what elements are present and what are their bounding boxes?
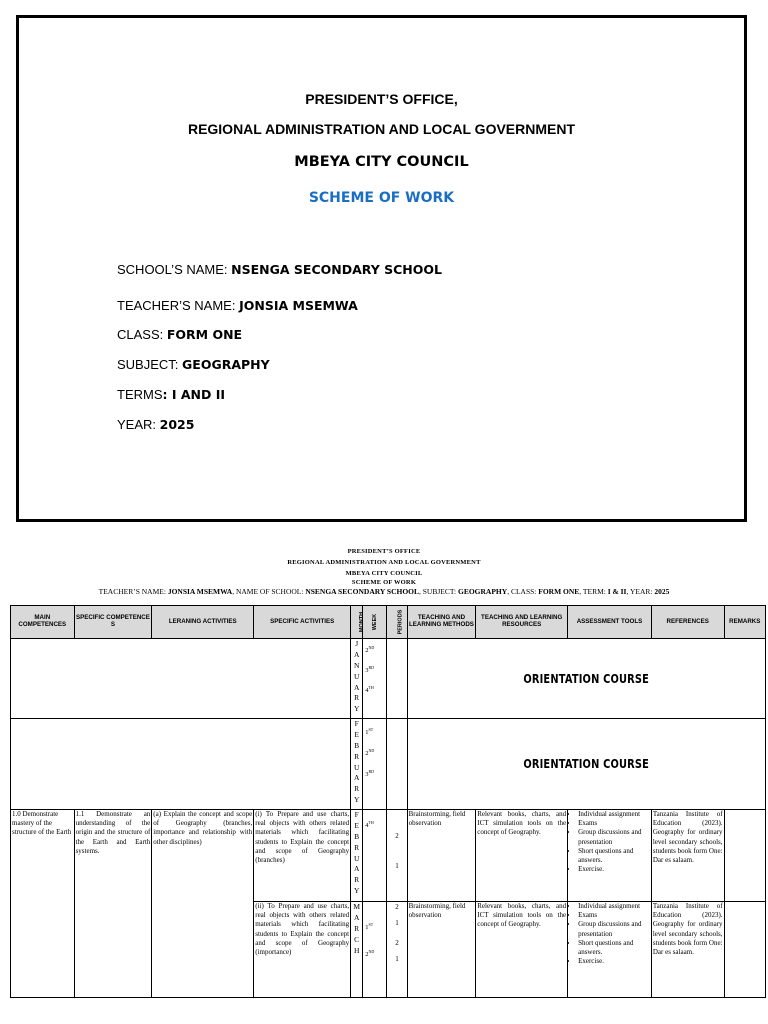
cover-title-region: REGIONAL ADMINISTRATION AND LOCAL GOVERNMENT (187, 121, 576, 137)
term-prefix: , TERM: (579, 587, 608, 596)
subject-value: GEOGRAPHY (458, 587, 508, 596)
header-week-label: WEEK (371, 613, 378, 630)
methods-cell: Brainstorming, field observation (407, 902, 476, 998)
week-cell (363, 639, 387, 719)
specific-activity-cell: (ii) To Prepare and use charts, real objects with others related materials which facilitating students to Explain the concept and scope of Geography (importance) (254, 902, 351, 998)
list-item: • Exams (578, 819, 650, 828)
scheme-of-work-table (10, 605, 766, 998)
week-suffix: TH (368, 685, 374, 691)
header-specific-activities: SPECIFIC ACTIVITIES (254, 606, 351, 639)
learning-activity-cell: (a) Explain the concept and scope of Geography (branches, importance and relationship with other disciplines) (152, 810, 254, 998)
header-specific-competences: SPECIFIC COMPETENCE S (74, 606, 152, 639)
period-value: 2 (395, 939, 399, 947)
table-header-row (11, 606, 766, 639)
year-value: 2025 (159, 417, 195, 432)
month-letter: R (354, 751, 360, 761)
period-value: 1 (395, 955, 399, 963)
header-main-competences: MAIN COMPETENCES (11, 606, 75, 639)
year-prefix: , YEAR: (626, 587, 655, 596)
month-letter: A (353, 912, 360, 922)
week-label (365, 922, 384, 931)
year-label: YEAR: (117, 417, 157, 432)
month-cell (351, 639, 363, 719)
week-cell (363, 810, 387, 902)
school-value: NSENGA SECONDARY SCHOOL (305, 587, 419, 596)
empty-cell (387, 719, 407, 810)
remarks-cell (724, 810, 765, 902)
month-letter: U (353, 762, 360, 772)
month-letter: U (353, 671, 360, 681)
remarks-cell (724, 902, 765, 998)
month-letter: B (354, 831, 360, 841)
teacher-name-line (117, 298, 358, 313)
scheme-header-council: MBEYA CITY COUNCIL (345, 570, 423, 577)
month-letter: Y (353, 795, 360, 805)
month-letter: M (353, 902, 361, 911)
year-value-inline: 2025 (654, 587, 670, 596)
week-suffix: ST (368, 922, 374, 927)
month-letter: F (354, 810, 359, 819)
week-label (365, 949, 384, 958)
subject-line (117, 357, 270, 372)
period-value: 1 (395, 919, 399, 927)
methods-cell: Brainstorming, field observation (407, 810, 476, 902)
header-week (363, 606, 387, 639)
assessment-list (569, 902, 650, 967)
month-letter: Y (353, 704, 360, 714)
week-number: 3 (365, 771, 369, 779)
week-number: 2 (365, 951, 369, 959)
assessment-cell (568, 902, 652, 998)
header-learning-activities: LERANING ACTIVITIES (152, 606, 254, 639)
assessment-list (569, 810, 650, 875)
empty-cell (387, 639, 407, 719)
list-item: • Exercise. (578, 957, 650, 966)
month-cell (351, 719, 363, 810)
week-label (365, 748, 384, 757)
week-cell (363, 719, 387, 810)
month-letter: E (354, 820, 359, 830)
week-label (365, 685, 384, 694)
month-letter: R (354, 784, 360, 794)
month-letter: F (354, 719, 359, 728)
subject-value: GEOGRAPHY (182, 357, 270, 372)
class-label: CLASS: (117, 327, 164, 342)
period-value: 1 (395, 862, 399, 870)
week-suffix: ND (368, 949, 375, 955)
month-letter: R (354, 693, 360, 703)
assessment-cell (568, 810, 652, 902)
class-value: FORM ONE (166, 327, 243, 342)
scheme-header-title: SCHEME OF WORK (351, 579, 417, 586)
teacher-prefix: TEACHER’S NAME: (98, 587, 168, 596)
month-letter: R (354, 842, 360, 852)
header-assessment: ASSESSMENT TOOLS (568, 606, 652, 639)
week-number: 1 (365, 729, 369, 737)
subject-label: SUBJECT: (117, 357, 179, 372)
month-letter: R (354, 923, 360, 933)
week-suffix: RD (368, 769, 375, 775)
references-cell: Tanzania Institute of Education (2023). Geography for ordinary level secondary schools, students book form One: Dar es salaam. (651, 810, 724, 902)
orientation-course-banner: ORIENTATION COURSE (439, 719, 733, 810)
terms-line (117, 387, 225, 402)
week-suffix: TH (368, 820, 374, 825)
teacher-value: JONSIA MSEMWA (167, 587, 233, 596)
references-cell: Tanzania Institute of Education (2023). Geography for ordinary level secondary schools, students book form One: Dar es salaam. (651, 902, 724, 998)
specific-competence-cell: 1.1 Demonstrate an understanding of the origin and the structure of the Earth and Earth systems. (74, 810, 152, 998)
teacher-name-label: TEACHER’S NAME: (117, 298, 236, 313)
scheme-header-office: PRESIDENT’S OFFICE (347, 548, 421, 555)
header-methods: TEACHING AND LEARNING METHODS (407, 606, 476, 639)
table-row (11, 810, 766, 902)
cover-title-council: MBEYA CITY COUNCIL (294, 154, 469, 170)
header-periods (387, 606, 407, 639)
period-value: 2 (395, 903, 399, 911)
terms-label: TERMS (117, 387, 163, 402)
periods-cell (387, 902, 407, 998)
month-letter: A (353, 773, 360, 783)
week-suffix: ST (368, 727, 374, 732)
list-item: • Group discussions and presentation (578, 920, 650, 938)
term-value: I & II (607, 587, 627, 596)
cover-title-scheme: SCHEME OF WORK (308, 190, 455, 206)
orientation-course-banner: ORIENTATION COURSE (439, 639, 733, 719)
list-item: • Exams (578, 911, 650, 920)
month-cell (351, 810, 363, 902)
week-label (365, 727, 384, 736)
header-resources: TEACHING AND LEARNING RESOURCES (476, 606, 568, 639)
specific-activity-cell: (i) To Prepare and use charts, real objects with others related materials which facilitating students to Explain the concept and scope of Geography (branches) (254, 810, 351, 902)
month-letter: E (354, 729, 359, 739)
week-label (365, 820, 384, 829)
class-line (117, 327, 242, 342)
header-month-label: MONTH (359, 611, 366, 632)
week-number: 4 (365, 822, 369, 830)
month-letter: C (354, 934, 360, 944)
school-name-line (117, 262, 442, 277)
week-suffix: RD (368, 665, 375, 671)
table-row (11, 639, 766, 719)
list-item: • Individual assignment (578, 810, 650, 819)
week-suffix: ND (368, 748, 375, 754)
main-competence-cell: 1.0 Demonstrate mastery of the structure of the Earth (11, 810, 75, 998)
week-number: 1 (365, 924, 369, 932)
week-label (365, 645, 384, 654)
resources-cell: Relevant books, charts, and ICT simulation tools on the concept of Geography. (476, 810, 568, 902)
school-name-value: NSENGA SECONDARY SCHOOL (231, 262, 442, 277)
week-suffix: ND (368, 645, 375, 650)
week-number: 3 (365, 667, 369, 675)
cover-title-office: PRESIDENT’S OFFICE, (305, 91, 458, 107)
month-letter: N (353, 660, 360, 670)
week-number: 4 (365, 687, 369, 695)
month-letter: J (355, 639, 359, 648)
week-label (365, 769, 384, 778)
list-item: • Individual assignment (578, 902, 650, 911)
resources-cell: Relevant books, charts, and ICT simulation tools on the concept of Geography. (476, 902, 568, 998)
week-cell (363, 902, 387, 998)
subject-prefix: , SUBJECT: (419, 587, 459, 596)
month-letter: A (353, 864, 360, 874)
scheme-header-region: REGIONAL ADMINISTRATION AND LOCAL GOVERNMENT (287, 559, 481, 566)
month-letter: B (354, 740, 360, 750)
table-row (11, 719, 766, 810)
periods-cell (387, 810, 407, 902)
empty-cell (11, 639, 351, 719)
class-value-inline: FORM ONE (538, 587, 580, 596)
week-number: 2 (365, 750, 369, 758)
month-letter: Y (353, 886, 360, 896)
month-letter: U (353, 853, 360, 863)
month-letter: H (353, 945, 360, 955)
period-value: 2 (395, 832, 399, 840)
cover-page (16, 15, 747, 522)
month-letter: A (353, 649, 360, 659)
school-name-label: SCHOOL’S NAME: (117, 262, 228, 277)
scheme-details-line (0, 587, 768, 596)
list-item: • Exercise. (578, 865, 650, 874)
list-item: • Short questions and answers. (578, 847, 650, 865)
header-month (351, 606, 366, 639)
week-label (365, 665, 384, 674)
header-remarks: REMARKS (724, 606, 765, 639)
school-prefix: , NAME OF SCHOOL: (232, 587, 306, 596)
list-item: • Group discussions and presentation (578, 828, 650, 846)
header-periods-label: PERIODS (397, 609, 404, 634)
header-references: REFERENCES (651, 606, 724, 639)
month-letter: A (353, 682, 360, 692)
teacher-name-value: JONSIA MSEMWA (239, 298, 358, 313)
month-letter: R (354, 875, 360, 885)
list-item: • Short questions and answers. (578, 939, 650, 957)
month-cell (351, 902, 363, 998)
empty-cell (11, 719, 351, 810)
year-line (117, 417, 194, 432)
class-prefix: , CLASS: (507, 587, 539, 596)
week-number: 2 (365, 647, 369, 655)
terms-value: : I AND II (162, 387, 226, 402)
